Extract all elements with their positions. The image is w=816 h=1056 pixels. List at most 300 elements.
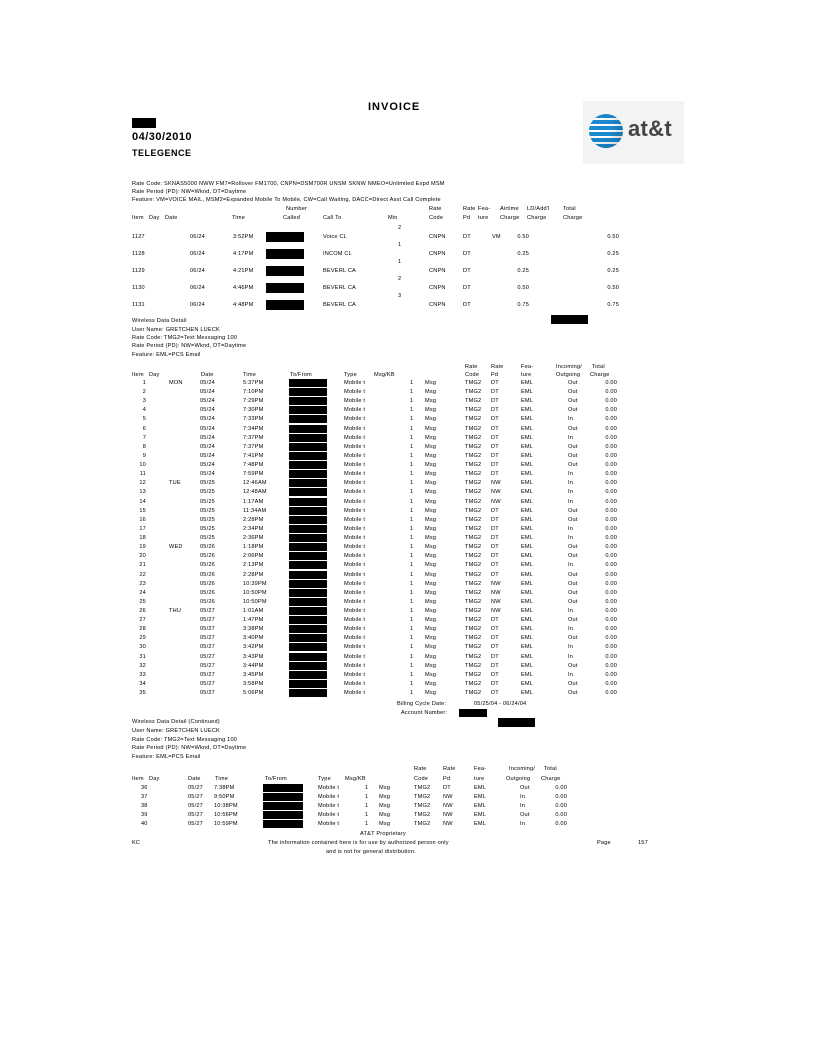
data-item-number: 9 bbox=[142, 452, 146, 459]
cont-unit: Msg bbox=[379, 812, 391, 818]
data-time: 2:13PM bbox=[243, 562, 264, 569]
cont-direction: In bbox=[520, 821, 526, 827]
data-qty: 1 bbox=[410, 489, 414, 496]
data-feature: EML bbox=[521, 671, 534, 678]
data-direction: Out bbox=[568, 589, 578, 596]
redacted-block bbox=[498, 718, 535, 727]
data-feature: EML bbox=[521, 608, 534, 614]
data-feature: EML bbox=[521, 617, 534, 624]
data-unit: Msg bbox=[425, 617, 437, 624]
data-rate-code: TMG2 bbox=[465, 380, 482, 386]
data-charge: 0.00 bbox=[605, 653, 617, 660]
data-direction: In bbox=[568, 626, 574, 633]
voice-header-time: Time bbox=[232, 215, 246, 221]
cont-qty: 1 bbox=[365, 794, 369, 800]
voice-rate-code: CNPN bbox=[429, 234, 446, 240]
cont-date: 05/27 bbox=[188, 785, 203, 791]
data-rate-pd: NW bbox=[491, 498, 501, 505]
data-direction: Out bbox=[568, 380, 578, 386]
data-type: Mobile t bbox=[344, 608, 366, 614]
data-qty: 1 bbox=[410, 626, 414, 633]
data-charge: 0.00 bbox=[605, 535, 617, 542]
data-header-rate1: Rate bbox=[465, 364, 478, 370]
plan-rate-period: Rate Period (PD): NW=Wknd, DT=Daytime bbox=[132, 189, 247, 195]
cont-time: 10:59PM bbox=[214, 821, 238, 827]
data-item-number: 33 bbox=[139, 671, 146, 678]
data-date: 05/25 bbox=[200, 480, 215, 487]
data-type: Mobile t bbox=[344, 407, 366, 414]
data-date: 05/27 bbox=[200, 680, 215, 687]
redacted-number bbox=[289, 571, 327, 579]
data-rate-code: TMG2 bbox=[465, 462, 482, 469]
data-header-charge: Charge bbox=[590, 372, 610, 378]
data-unit: Msg bbox=[425, 443, 437, 450]
data-direction: Out bbox=[568, 452, 578, 459]
footer-notice-line2: and is not for general distribution. bbox=[326, 849, 416, 855]
cont-time: 10:38PM bbox=[214, 803, 238, 809]
data-qty: 1 bbox=[410, 653, 414, 660]
voice-min-value: 1 bbox=[398, 242, 402, 248]
cont-direction: Out bbox=[520, 785, 530, 791]
data-item-number: 1 bbox=[142, 380, 146, 386]
data-feature: EML bbox=[521, 416, 534, 423]
data-date: 05/25 bbox=[200, 489, 215, 496]
data-rate-pd: DT bbox=[491, 571, 499, 578]
data-qty: 1 bbox=[410, 571, 414, 578]
cont-charge: 0.00 bbox=[555, 812, 567, 818]
data-rate-code: TMG2 bbox=[465, 662, 482, 669]
voice-airtime: 0.50 bbox=[517, 285, 529, 291]
data-charge: 0.00 bbox=[605, 416, 617, 423]
data-rate-code: TMG2 bbox=[465, 398, 482, 405]
data-rate-code: TMG2 bbox=[465, 589, 482, 596]
voice-time: 4:17PM bbox=[233, 251, 254, 257]
data-day: TUE bbox=[169, 480, 181, 487]
data-unit: Msg bbox=[425, 480, 437, 487]
cont-rate-code: TMG2 bbox=[414, 794, 431, 800]
voice-date: 06/24 bbox=[190, 268, 205, 274]
cont-charge: 0.00 bbox=[555, 785, 567, 791]
data-charge: 0.00 bbox=[605, 680, 617, 687]
data-unit: Msg bbox=[425, 516, 437, 523]
continued-feature: Feature: EML=PCS Email bbox=[132, 754, 201, 760]
data-direction: Out bbox=[568, 462, 578, 469]
voice-rate-pd: DT bbox=[463, 302, 471, 308]
data-qty: 1 bbox=[410, 589, 414, 596]
voice-call-to: INCOM CL bbox=[323, 251, 352, 257]
data-type: Mobile t bbox=[344, 443, 366, 450]
data-header-fea: Fea- bbox=[521, 364, 534, 370]
data-unit: Msg bbox=[425, 626, 437, 633]
data-type: Mobile t bbox=[344, 516, 366, 523]
data-item-number: 32 bbox=[139, 662, 146, 669]
data-rate-pd: DT bbox=[491, 544, 499, 551]
cont-type: Mobile t bbox=[318, 803, 340, 809]
data-charge: 0.00 bbox=[605, 498, 617, 505]
plan-rate-code: Rate Code: SKNAS5000 NWW FM7=Rollover FM1700, CNPN=DSM700R UNSM SKNW NMEO=Unlimited Expd MSM bbox=[132, 181, 445, 187]
data-header-type: Type bbox=[344, 372, 357, 378]
data-time: 10:50PM bbox=[243, 598, 267, 605]
redacted-number bbox=[289, 607, 327, 615]
redacted-number bbox=[289, 379, 327, 387]
cont-header-charge: Charge bbox=[541, 776, 561, 782]
voice-date: 06/24 bbox=[190, 285, 205, 291]
data-time: 2:28PM bbox=[243, 516, 264, 523]
data-time: 7:34PM bbox=[243, 425, 264, 432]
data-date: 05/27 bbox=[200, 617, 215, 624]
data-type: Mobile t bbox=[344, 462, 366, 469]
cont-qty: 1 bbox=[365, 803, 369, 809]
data-unit: Msg bbox=[425, 535, 437, 542]
data-time: 7:29PM bbox=[243, 398, 264, 405]
data-rate-code: TMG2 bbox=[465, 644, 482, 651]
data-unit: Msg bbox=[425, 425, 437, 432]
data-rate-pd: DT bbox=[491, 680, 499, 687]
data-direction: Out bbox=[568, 507, 578, 514]
data-rate-pd: DT bbox=[491, 653, 499, 660]
data-time: 10:50PM bbox=[243, 589, 267, 596]
data-feature: EML bbox=[521, 380, 534, 386]
voice-header-charge2: Charge bbox=[527, 215, 547, 221]
cont-header-msgkb: Msg/KB bbox=[345, 776, 366, 782]
voice-date: 06/24 bbox=[190, 302, 205, 308]
voice-rate-code: CNPN bbox=[429, 302, 446, 308]
data-item-number: 35 bbox=[139, 690, 146, 697]
redacted-number bbox=[266, 283, 304, 293]
data-charge: 0.00 bbox=[605, 480, 617, 487]
voice-header-number: Number bbox=[286, 206, 308, 212]
cont-rate-code: TMG2 bbox=[414, 803, 431, 809]
cont-header-ture: ture bbox=[474, 776, 485, 782]
data-unit: Msg bbox=[425, 608, 437, 614]
redacted-number bbox=[289, 479, 327, 487]
redacted-number bbox=[289, 415, 327, 423]
data-rate-pd: NW bbox=[491, 480, 501, 487]
data-item-number: 26 bbox=[139, 608, 146, 614]
voice-rate-pd: DT bbox=[463, 285, 471, 291]
data-unit: Msg bbox=[425, 398, 437, 405]
redacted-number bbox=[289, 643, 327, 651]
data-header-ture: ture bbox=[521, 372, 532, 378]
data-rate-pd: NW bbox=[491, 598, 501, 605]
data-item-number: 27 bbox=[139, 617, 146, 624]
data-direction: Out bbox=[568, 571, 578, 578]
data-rate-code: TMG2 bbox=[465, 608, 482, 614]
data-direction: In bbox=[568, 416, 574, 423]
data-direction: In bbox=[568, 653, 574, 660]
data-date: 05/27 bbox=[200, 608, 215, 614]
data-feature: EML bbox=[521, 535, 534, 542]
data-unit: Msg bbox=[425, 562, 437, 569]
data-qty: 1 bbox=[410, 644, 414, 651]
data-qty: 1 bbox=[410, 462, 414, 469]
continued-user-name: User Name: GRETCHEN LUECK bbox=[132, 728, 220, 734]
redacted-number bbox=[263, 820, 303, 828]
data-feature: EML bbox=[521, 489, 534, 496]
data-rate-pd: DT bbox=[491, 407, 499, 414]
data-item-number: 29 bbox=[139, 635, 146, 642]
data-unit: Msg bbox=[425, 671, 437, 678]
cont-rate-pd: NW bbox=[443, 812, 453, 818]
data-feature: EML bbox=[521, 580, 534, 587]
cont-item-number: 40 bbox=[141, 821, 148, 827]
redacted-number bbox=[289, 561, 327, 569]
data-rate-code: TMG2 bbox=[465, 562, 482, 569]
data-time: 5:06PM bbox=[243, 690, 264, 697]
data-date: 05/24 bbox=[200, 452, 215, 459]
data-charge: 0.00 bbox=[605, 425, 617, 432]
data-direction: Out bbox=[568, 443, 578, 450]
data-item-number: 25 bbox=[139, 598, 146, 605]
data-charge: 0.00 bbox=[605, 571, 617, 578]
cont-unit: Msg bbox=[379, 821, 391, 827]
voice-header-ture: ture bbox=[478, 215, 489, 221]
data-rate-pd: DT bbox=[491, 507, 499, 514]
data-qty: 1 bbox=[410, 398, 414, 405]
voice-time: 3:52PM bbox=[233, 234, 254, 240]
data-rate-pd: DT bbox=[491, 452, 499, 459]
voice-rate-code: CNPN bbox=[429, 251, 446, 257]
cont-feature: EML bbox=[474, 794, 487, 800]
data-charge: 0.00 bbox=[605, 589, 617, 596]
data-qty: 1 bbox=[410, 416, 414, 423]
data-feature: EML bbox=[521, 425, 534, 432]
voice-header-charge1: Charge bbox=[500, 215, 520, 221]
company-name: TELEGENCE bbox=[132, 148, 192, 158]
data-direction: Out bbox=[568, 389, 578, 396]
data-qty: 1 bbox=[410, 608, 414, 614]
redacted-number bbox=[289, 662, 327, 670]
data-rate-code: TMG2 bbox=[465, 635, 482, 642]
voice-time: 4:48PM bbox=[233, 302, 254, 308]
redacted-number bbox=[289, 443, 327, 451]
cont-header-date: Date bbox=[188, 776, 201, 782]
data-type: Mobile t bbox=[344, 544, 366, 551]
data-rate-pd: DT bbox=[491, 562, 499, 569]
redacted-number bbox=[289, 671, 327, 679]
data-date: 05/26 bbox=[200, 562, 215, 569]
data-qty: 1 bbox=[410, 480, 414, 487]
data-direction: In bbox=[568, 608, 574, 614]
voice-rate-code: CNPN bbox=[429, 285, 446, 291]
data-time: 3:44PM bbox=[243, 662, 264, 669]
data-feature: EML bbox=[521, 434, 534, 441]
data-charge: 0.00 bbox=[605, 553, 617, 560]
data-qty: 1 bbox=[410, 635, 414, 642]
redacted-number bbox=[289, 525, 327, 533]
redacted-number bbox=[289, 461, 327, 469]
data-rate-code: TMG2 bbox=[465, 443, 482, 450]
data-rate-code: TMG2 bbox=[465, 434, 482, 441]
data-item-number: 12 bbox=[139, 480, 146, 487]
data-direction: Out bbox=[568, 516, 578, 523]
data-feature: EML bbox=[521, 680, 534, 687]
footer-page-label: Page bbox=[597, 840, 611, 846]
data-item-number: 22 bbox=[139, 571, 146, 578]
data-date: 05/24 bbox=[200, 462, 215, 469]
voice-header-rate2: Rate bbox=[463, 206, 476, 212]
data-rate-code: TMG2 bbox=[465, 516, 482, 523]
redacted-number bbox=[289, 498, 327, 506]
data-rate-pd: NW bbox=[491, 608, 501, 614]
data-type: Mobile t bbox=[344, 617, 366, 624]
data-feature: EML bbox=[521, 598, 534, 605]
redacted-number bbox=[289, 452, 327, 460]
data-feature: EML bbox=[521, 498, 534, 505]
redacted-number bbox=[289, 589, 327, 597]
data-rate-code: TMG2 bbox=[465, 617, 482, 624]
voice-rate-pd: DT bbox=[463, 234, 471, 240]
cont-rate-code: TMG2 bbox=[414, 785, 431, 791]
data-rate-pd: DT bbox=[491, 398, 499, 405]
cont-unit: Msg bbox=[379, 785, 391, 791]
data-direction: Out bbox=[568, 398, 578, 405]
data-rate-pd: DT bbox=[491, 635, 499, 642]
data-unit: Msg bbox=[425, 471, 437, 478]
data-header-code: Code bbox=[465, 372, 480, 378]
data-header-rate2: Rate bbox=[491, 364, 504, 370]
voice-airtime: 0.75 bbox=[517, 302, 529, 308]
redacted-number bbox=[289, 488, 327, 496]
data-header-incoming: Incoming/ bbox=[556, 364, 583, 370]
data-charge: 0.00 bbox=[605, 544, 617, 551]
data-charge: 0.00 bbox=[605, 635, 617, 642]
voice-item-number: 1130 bbox=[132, 285, 145, 291]
data-direction: In bbox=[568, 434, 574, 441]
data-feature: EML bbox=[521, 662, 534, 669]
data-date: 05/27 bbox=[200, 626, 215, 633]
cont-date: 05/27 bbox=[188, 821, 203, 827]
cont-header-type: Type bbox=[318, 776, 331, 782]
data-feature: EML bbox=[521, 389, 534, 396]
cont-header-fea: Fea- bbox=[474, 766, 487, 772]
data-rate-pd: DT bbox=[491, 462, 499, 469]
data-time: 1:01AM bbox=[243, 608, 264, 614]
voice-total: 0.75 bbox=[607, 302, 619, 308]
data-time: 3:42PM bbox=[243, 644, 264, 651]
data-item-number: 31 bbox=[139, 653, 146, 660]
footer-page-number: 157 bbox=[638, 840, 648, 846]
data-time: 2:28PM bbox=[243, 571, 264, 578]
data-date: 05/27 bbox=[200, 671, 215, 678]
cont-rate-pd: DT bbox=[443, 785, 451, 791]
data-direction: Out bbox=[568, 662, 578, 669]
data-direction: Out bbox=[568, 617, 578, 624]
data-direction: Out bbox=[568, 598, 578, 605]
data-direction: Out bbox=[568, 553, 578, 560]
data-time: 7:59PM bbox=[243, 471, 264, 478]
voice-item-number: 1129 bbox=[132, 268, 145, 274]
data-unit: Msg bbox=[425, 389, 437, 396]
data-charge: 0.00 bbox=[605, 380, 617, 386]
data-qty: 1 bbox=[410, 544, 414, 551]
cont-header-item: Item bbox=[132, 776, 144, 782]
data-qty: 1 bbox=[410, 443, 414, 450]
voice-item-number: 1131 bbox=[132, 302, 145, 308]
data-rate-code: TMG2 bbox=[465, 571, 482, 578]
data-item-number: 30 bbox=[139, 644, 146, 651]
data-header-outgoing: Outgoing bbox=[556, 372, 581, 378]
data-type: Mobile t bbox=[344, 525, 366, 532]
redacted-number bbox=[289, 516, 327, 524]
data-rate-pd: DT bbox=[491, 425, 499, 432]
data-item-number: 2 bbox=[142, 389, 146, 396]
data-user-name: User Name: GRETCHEN LUECK bbox=[132, 327, 220, 333]
data-rate-code: TMG2 bbox=[465, 480, 482, 487]
data-direction: In bbox=[568, 498, 574, 505]
data-rate-code: Rate Code: TMG2=Text Messaging 100 bbox=[132, 335, 238, 341]
data-rate-pd: DT bbox=[491, 662, 499, 669]
data-feature: EML bbox=[521, 452, 534, 459]
voice-total: 0.25 bbox=[607, 251, 619, 257]
redacted-number bbox=[266, 266, 304, 276]
data-type: Mobile t bbox=[344, 507, 366, 514]
data-day: MON bbox=[169, 380, 183, 386]
data-type: Mobile t bbox=[344, 480, 366, 487]
data-type: Mobile t bbox=[344, 589, 366, 596]
voice-header-callto: Call To bbox=[323, 215, 342, 221]
data-direction: In bbox=[568, 562, 574, 569]
redacted-number bbox=[289, 634, 327, 642]
voice-total: 0.50 bbox=[607, 285, 619, 291]
cont-direction: In bbox=[520, 794, 526, 800]
cont-date: 05/27 bbox=[188, 794, 203, 800]
data-date: 05/27 bbox=[200, 644, 215, 651]
voice-header-code: Code bbox=[429, 215, 444, 221]
data-rate-pd: DT bbox=[491, 525, 499, 532]
data-date: 05/24 bbox=[200, 425, 215, 432]
data-unit: Msg bbox=[425, 434, 437, 441]
data-header-msgkb: Msg/KB bbox=[374, 372, 395, 378]
cont-header-pd: Pd bbox=[443, 776, 451, 782]
data-qty: 1 bbox=[410, 525, 414, 532]
data-direction: Out bbox=[568, 580, 578, 587]
data-direction: Out bbox=[568, 690, 578, 697]
data-rate-code: TMG2 bbox=[465, 389, 482, 396]
invoice-title: INVOICE bbox=[368, 101, 421, 113]
data-type: Mobile t bbox=[344, 644, 366, 651]
voice-header-ldaddl: LD/Add'l bbox=[527, 206, 550, 212]
redacted-block bbox=[459, 709, 487, 717]
data-time: 5:37PM bbox=[243, 380, 264, 386]
data-time: 3:45PM bbox=[243, 671, 264, 678]
data-qty: 1 bbox=[410, 507, 414, 514]
data-date: 05/26 bbox=[200, 598, 215, 605]
data-unit: Msg bbox=[425, 680, 437, 687]
data-rate-code: TMG2 bbox=[465, 553, 482, 560]
data-type: Mobile t bbox=[344, 380, 366, 386]
data-time: 3:43PM bbox=[243, 653, 264, 660]
data-qty: 1 bbox=[410, 407, 414, 414]
account-number-label: Account Number: bbox=[401, 710, 448, 716]
voice-rate-pd: DT bbox=[463, 251, 471, 257]
data-rate-pd: DT bbox=[491, 389, 499, 396]
data-charge: 0.00 bbox=[605, 462, 617, 469]
data-charge: 0.00 bbox=[605, 434, 617, 441]
data-time: 7:37PM bbox=[243, 434, 264, 441]
data-date: 05/24 bbox=[200, 443, 215, 450]
billing-cycle-label: Billing Cycle Date: bbox=[397, 701, 447, 707]
data-item-number: 16 bbox=[139, 516, 146, 523]
data-qty: 1 bbox=[410, 617, 414, 624]
redacted-block bbox=[132, 118, 156, 128]
data-item-number: 14 bbox=[139, 498, 146, 505]
data-type: Mobile t bbox=[344, 562, 366, 569]
data-item-number: 15 bbox=[139, 507, 146, 514]
cont-direction: Out bbox=[520, 812, 530, 818]
data-charge: 0.00 bbox=[605, 516, 617, 523]
data-charge: 0.00 bbox=[605, 507, 617, 514]
